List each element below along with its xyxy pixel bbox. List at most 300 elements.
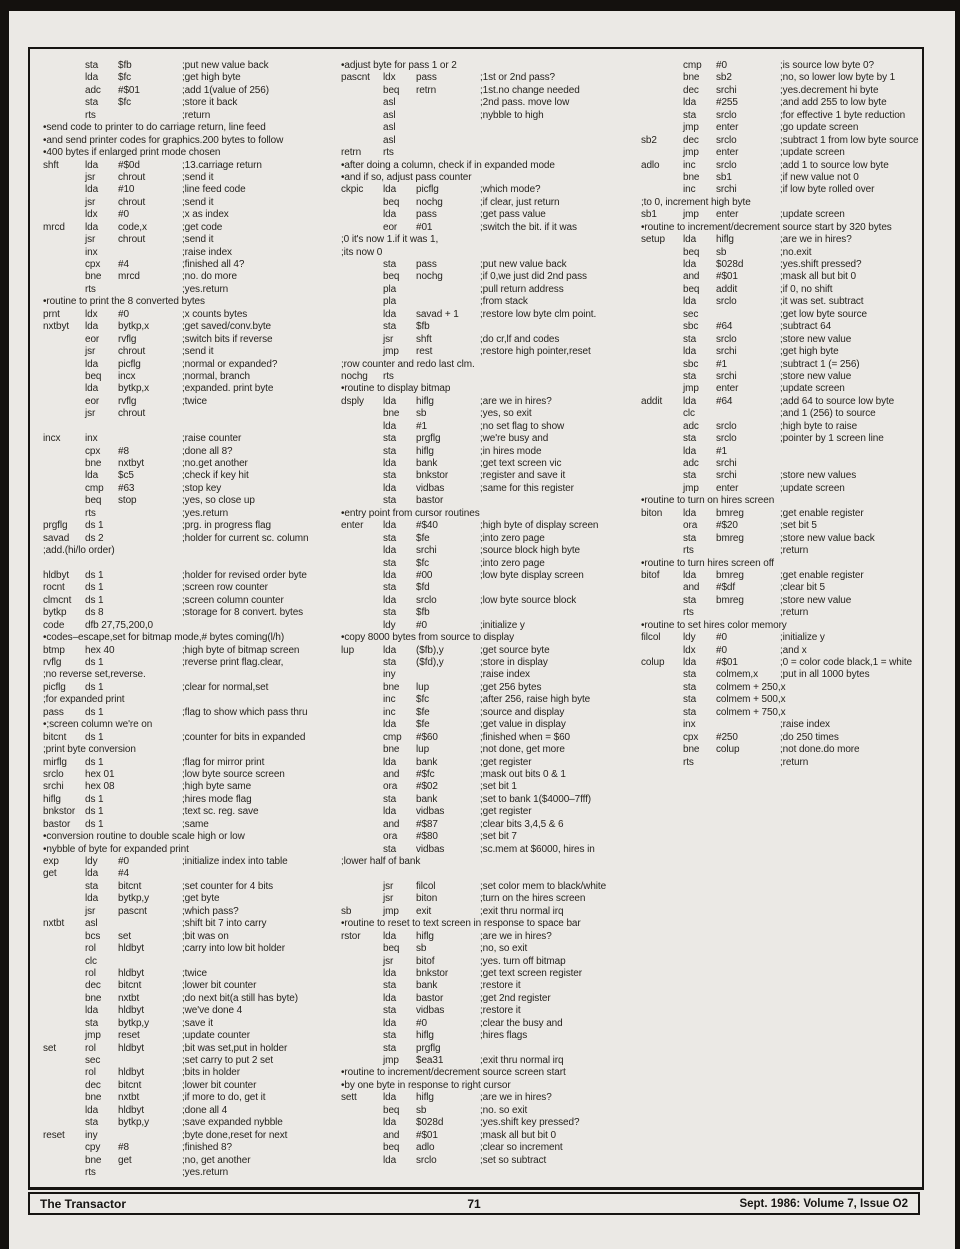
code-line bbox=[341, 831, 637, 843]
code-opcode: jsr bbox=[85, 905, 96, 917]
code-comment: ;return bbox=[182, 109, 211, 121]
code-comment: ;subtract 64 bbox=[780, 321, 832, 333]
code-line bbox=[641, 309, 919, 321]
code-comment: ;sc.mem at $6000, hires in bbox=[480, 843, 595, 855]
code-label bbox=[341, 110, 383, 122]
code-opcode: lda bbox=[383, 395, 397, 407]
code-label bbox=[43, 483, 85, 495]
code-operand: srclo bbox=[416, 1154, 437, 1166]
code-label bbox=[341, 433, 383, 445]
code-line bbox=[341, 980, 637, 992]
code-label bbox=[43, 97, 85, 109]
code-opcode: ldy bbox=[85, 856, 98, 867]
code-label bbox=[641, 110, 683, 122]
code-opcode: sta bbox=[683, 594, 697, 606]
code-operand: #$87 bbox=[416, 818, 438, 830]
code-comment: ;reverse print flag.clear, bbox=[182, 657, 284, 668]
code-label bbox=[341, 209, 383, 221]
code-label bbox=[341, 85, 383, 97]
code-line bbox=[341, 657, 637, 669]
code-label bbox=[341, 533, 383, 545]
code-comment: ;mask all but bit 0 bbox=[780, 271, 856, 283]
code-comment: ;flag to show which pass thru bbox=[182, 706, 308, 718]
code-label bbox=[43, 968, 85, 980]
code-operand: #$60 bbox=[416, 731, 438, 743]
code-operand: exit bbox=[416, 905, 432, 917]
code-label bbox=[641, 520, 683, 532]
code-line bbox=[43, 533, 337, 545]
code-label bbox=[43, 247, 85, 259]
comment-line: ;no reverse set,reverse. bbox=[43, 669, 146, 681]
code-opcode: cpx bbox=[85, 259, 101, 270]
code-label bbox=[341, 956, 383, 968]
code-opcode: jmp bbox=[683, 209, 699, 221]
code-label bbox=[43, 956, 85, 968]
code-operand: hiflg bbox=[416, 445, 434, 457]
code-operand: srchi bbox=[716, 346, 737, 358]
comment-line: ;to 0, increment high byte bbox=[641, 196, 751, 208]
code-line bbox=[341, 1018, 637, 1030]
code-opcode: dec bbox=[85, 1079, 101, 1091]
comment-line: ;0 it's now 1.if it was 1, bbox=[341, 234, 439, 246]
code-opcode: rts bbox=[85, 507, 96, 519]
code-label bbox=[341, 1142, 383, 1154]
code-label bbox=[341, 881, 383, 893]
code-comment: ;source and display bbox=[480, 706, 565, 718]
blank-line bbox=[43, 421, 337, 433]
code-label bbox=[43, 197, 85, 209]
code-line bbox=[641, 334, 919, 346]
code-line bbox=[43, 906, 337, 918]
code-label bbox=[43, 1018, 85, 1030]
code-comment: ;high byte same bbox=[182, 781, 252, 793]
code-opcode: jmp bbox=[683, 147, 699, 159]
code-listing-frame bbox=[28, 47, 924, 1190]
code-label bbox=[641, 85, 683, 97]
code-label: ckpic bbox=[341, 184, 364, 196]
code-line bbox=[641, 508, 919, 520]
code-operand: #$df bbox=[716, 582, 736, 594]
code-opcode: inc bbox=[383, 706, 396, 718]
code-comment: ;get high byte bbox=[182, 72, 241, 84]
code-opcode: adc bbox=[683, 420, 699, 432]
code-opcode: lda bbox=[683, 507, 697, 519]
code-label: sb2 bbox=[641, 134, 657, 146]
code-line bbox=[341, 458, 637, 470]
code-comment: ;get enable register bbox=[780, 569, 864, 581]
code-line bbox=[641, 632, 919, 644]
code-label bbox=[641, 346, 683, 358]
code-opcode: bne bbox=[383, 408, 400, 420]
page-footer bbox=[28, 1192, 920, 1215]
code-comment: ;get register bbox=[480, 806, 532, 818]
code-line bbox=[341, 197, 637, 209]
code-label bbox=[341, 831, 383, 843]
code-opcode: lda bbox=[683, 346, 697, 358]
code-label bbox=[641, 682, 683, 694]
code-label bbox=[641, 582, 683, 594]
code-line bbox=[641, 645, 919, 657]
code-line bbox=[341, 906, 637, 918]
code-comment: ;set counter for 4 bits bbox=[182, 880, 274, 892]
code-operand: colmem + 250,x bbox=[716, 681, 786, 693]
code-line bbox=[341, 284, 637, 296]
code-line bbox=[341, 1005, 637, 1017]
code-operand: shft bbox=[416, 333, 432, 345]
code-operand: lup bbox=[416, 681, 430, 693]
code-comment: ;send it bbox=[182, 234, 214, 246]
code-opcode: hex 40 bbox=[85, 644, 115, 656]
code-comment: ;restore it bbox=[480, 980, 521, 992]
code-operand: sb bbox=[416, 1104, 427, 1116]
code-label bbox=[43, 1055, 85, 1067]
code-comment: ;store it back bbox=[182, 97, 238, 109]
code-comment: ;flag for mirror print bbox=[182, 756, 265, 768]
code-line bbox=[341, 321, 637, 333]
code-opcode: bne bbox=[85, 992, 102, 1004]
code-line bbox=[341, 707, 637, 719]
code-line bbox=[43, 980, 337, 992]
code-operand bbox=[118, 533, 182, 545]
code-comment: ;finished all 4? bbox=[182, 259, 245, 270]
code-comment: ;if 0,we just did 2nd pass bbox=[480, 271, 587, 283]
code-operand: enter bbox=[716, 147, 739, 159]
code-operand: bytkp,y bbox=[118, 1117, 149, 1129]
code-opcode: sta bbox=[383, 793, 397, 805]
code-label: colup bbox=[641, 657, 665, 668]
code-line bbox=[341, 1105, 637, 1117]
code-operand bbox=[118, 732, 182, 744]
code-line bbox=[43, 1067, 337, 1079]
code-opcode: jsr bbox=[85, 346, 96, 358]
code-comment: ;raise index bbox=[780, 719, 830, 731]
code-comment: ;prg. in progress flag bbox=[182, 520, 271, 532]
code-opcode: lda bbox=[683, 259, 697, 270]
code-comment: ;it was set. subtract bbox=[780, 296, 864, 308]
comment-line: •entry point from cursor routines bbox=[341, 507, 480, 519]
code-opcode: ldx bbox=[85, 209, 98, 221]
code-operand: rvflg bbox=[118, 395, 137, 407]
code-label bbox=[341, 1130, 383, 1142]
code-opcode: ds 1 bbox=[85, 706, 104, 718]
code-opcode: beq bbox=[383, 943, 400, 955]
code-opcode: bne bbox=[683, 72, 700, 84]
code-comment: ;yes, so close up bbox=[182, 495, 255, 507]
code-line bbox=[43, 247, 337, 259]
comment-line: •routine to turn hires screen off bbox=[641, 557, 774, 569]
code-operand: #00 bbox=[416, 569, 433, 581]
code-opcode: lda bbox=[383, 569, 397, 581]
blank-line bbox=[341, 868, 637, 880]
code-comment: ;pull return address bbox=[480, 283, 564, 295]
code-opcode: jmp bbox=[683, 122, 699, 134]
code-comment: ;get text screen vic bbox=[480, 458, 562, 469]
code-label bbox=[43, 495, 85, 507]
code-line bbox=[43, 931, 337, 943]
code-label bbox=[43, 1005, 85, 1017]
code-label bbox=[341, 595, 383, 607]
code-opcode: and bbox=[383, 768, 400, 780]
code-label: sb1 bbox=[641, 209, 657, 221]
comment-line: •conversion routine to double scale high or low bbox=[43, 831, 245, 843]
code-opcode: sta bbox=[683, 470, 697, 482]
comment-line: ;row counter and redo last clm. bbox=[341, 358, 475, 370]
code-comment: ;high byte to raise bbox=[780, 420, 858, 432]
code-line bbox=[43, 607, 337, 619]
code-opcode: beq bbox=[383, 1104, 400, 1116]
code-label bbox=[641, 371, 683, 383]
code-comment: ;get value in display bbox=[480, 719, 566, 731]
code-operand: #8 bbox=[118, 445, 129, 457]
code-opcode: bne bbox=[683, 171, 700, 183]
code-operand bbox=[118, 682, 182, 694]
code-comment: ;shift bit 7 into carry bbox=[182, 918, 267, 930]
code-operand: bank bbox=[416, 793, 438, 805]
code-operand: #$01 bbox=[716, 271, 738, 283]
code-line bbox=[641, 707, 919, 719]
comment-line: •routine to display bitmap bbox=[341, 383, 451, 395]
code-opcode: beq bbox=[683, 283, 700, 295]
code-operand bbox=[416, 284, 480, 296]
code-comment: ;check if key hit bbox=[182, 470, 249, 482]
code-comment: ;switch the bit. if it was bbox=[480, 221, 577, 233]
code-operand: #0 bbox=[118, 308, 129, 320]
code-operand: enter bbox=[716, 482, 739, 494]
code-label bbox=[641, 433, 683, 445]
code-opcode: ldy bbox=[383, 619, 396, 631]
code-operand bbox=[118, 582, 182, 594]
code-opcode: bcs bbox=[85, 930, 101, 942]
code-operand: bytkp,y bbox=[118, 1017, 149, 1029]
code-comment: ;yes.return bbox=[182, 1166, 229, 1178]
code-operand bbox=[118, 918, 182, 930]
code-line bbox=[341, 209, 637, 221]
code-line bbox=[43, 707, 337, 719]
code-opcode: rts bbox=[85, 1166, 96, 1178]
code-operand: bitof bbox=[416, 955, 435, 967]
code-opcode: asl bbox=[85, 918, 98, 930]
code-operand bbox=[118, 707, 182, 719]
code-line bbox=[641, 433, 919, 445]
code-label bbox=[43, 72, 85, 84]
code-operand: ($fb),y bbox=[416, 644, 444, 656]
comment-line: •;screen column we're on bbox=[43, 719, 153, 731]
code-label: clmcnt bbox=[43, 594, 72, 606]
code-label bbox=[43, 980, 85, 992]
code-comment: ;set so subtract bbox=[480, 1154, 547, 1166]
code-operand: $fc bbox=[416, 557, 430, 569]
code-opcode: bne bbox=[383, 681, 400, 693]
code-opcode: lda bbox=[683, 657, 697, 668]
code-line bbox=[641, 732, 919, 744]
code-label bbox=[641, 707, 683, 719]
code-opcode: lda bbox=[85, 358, 99, 370]
code-operand: bnkstor bbox=[416, 470, 449, 482]
code-line bbox=[43, 97, 337, 109]
code-line bbox=[341, 669, 637, 681]
code-opcode: adc bbox=[85, 84, 101, 96]
code-label bbox=[341, 309, 383, 321]
code-comment: ;do cr,lf and codes bbox=[480, 333, 560, 345]
code-label bbox=[341, 1018, 383, 1030]
code-comment: ;exit thru normal irq bbox=[480, 905, 564, 917]
code-comment: ;restore high pointer,reset bbox=[480, 346, 591, 358]
code-comment: ;initialize y bbox=[780, 632, 825, 644]
code-label bbox=[43, 1030, 85, 1042]
code-operand: colmem + 500,x bbox=[716, 694, 786, 706]
code-line bbox=[43, 222, 337, 234]
code-operand: #$20 bbox=[716, 520, 738, 532]
code-comment: ;get low byte source bbox=[780, 308, 867, 320]
code-opcode: eor bbox=[383, 221, 398, 233]
code-opcode: sta bbox=[85, 880, 99, 892]
code-label: bitof bbox=[641, 569, 660, 581]
code-label bbox=[341, 97, 383, 109]
code-operand: #4 bbox=[118, 259, 129, 270]
code-line bbox=[341, 1030, 637, 1042]
code-comment: ;same for this register bbox=[480, 482, 574, 494]
code-label: biton bbox=[641, 507, 663, 519]
code-opcode: lda bbox=[85, 184, 99, 196]
code-label bbox=[341, 1117, 383, 1129]
code-comment: ;set carry to put 2 set bbox=[182, 1055, 274, 1066]
code-opcode: sta bbox=[683, 694, 697, 706]
comment-line: ;add.(hi/lo order) bbox=[43, 545, 115, 557]
code-line bbox=[43, 1043, 337, 1055]
code-operand: rvflg bbox=[118, 333, 137, 345]
code-opcode: jmp bbox=[383, 1055, 399, 1066]
code-line bbox=[43, 1142, 337, 1154]
code-operand: srchi bbox=[716, 458, 737, 469]
code-line bbox=[341, 570, 637, 582]
code-comment: ;yes.decrement hi byte bbox=[780, 84, 879, 96]
comment-line: •routine to print the 8 converted bytes bbox=[43, 296, 205, 308]
code-opcode: dec bbox=[85, 980, 101, 992]
code-comment: ;screen row counter bbox=[182, 582, 268, 594]
code-opcode: lda bbox=[85, 221, 99, 233]
code-line bbox=[43, 1080, 337, 1092]
code-operand bbox=[716, 719, 780, 731]
code-operand bbox=[416, 97, 480, 109]
code-opcode: beq bbox=[383, 271, 400, 283]
code-comment: ;bit was set,put in holder bbox=[182, 1042, 288, 1054]
code-operand: $fe bbox=[416, 532, 430, 544]
code-label bbox=[341, 1005, 383, 1017]
code-column-middle bbox=[341, 60, 637, 1167]
code-comment: ;initialize index into table bbox=[182, 856, 288, 867]
code-label bbox=[341, 806, 383, 818]
code-operand: chrout bbox=[118, 196, 146, 208]
code-operand: pascnt bbox=[118, 905, 147, 917]
code-comment: ;after 256, raise high byte bbox=[480, 694, 591, 706]
code-operand: biton bbox=[416, 893, 438, 905]
code-line bbox=[43, 819, 337, 831]
code-label: pascnt bbox=[341, 72, 370, 84]
code-opcode: jmp bbox=[383, 905, 399, 917]
code-line bbox=[341, 147, 637, 159]
code-opcode: lda bbox=[683, 234, 697, 246]
code-opcode: ora bbox=[383, 781, 398, 793]
code-label: reset bbox=[43, 1129, 65, 1141]
code-comment: ;get saved/conv.byte bbox=[182, 321, 271, 333]
code-operand: vidbas bbox=[416, 1005, 445, 1017]
code-line bbox=[641, 110, 919, 122]
code-opcode: sta bbox=[383, 1005, 397, 1017]
code-operand: srchi bbox=[416, 545, 437, 557]
code-label bbox=[341, 421, 383, 433]
code-label bbox=[43, 271, 85, 283]
comment-line: •routine to increment/decrement source screen start bbox=[341, 1067, 566, 1079]
code-line bbox=[341, 744, 637, 756]
code-operand: enter bbox=[716, 209, 739, 221]
code-operand bbox=[118, 769, 182, 781]
code-opcode: inx bbox=[85, 246, 98, 258]
code-opcode: inc bbox=[683, 159, 696, 171]
code-line bbox=[641, 234, 919, 246]
code-label bbox=[43, 259, 85, 271]
code-operand: #0 bbox=[416, 1017, 427, 1029]
code-operand: #64 bbox=[716, 321, 733, 333]
code-line bbox=[43, 757, 337, 769]
code-operand: $fe bbox=[416, 719, 430, 731]
code-line bbox=[43, 856, 337, 868]
code-line bbox=[341, 806, 637, 818]
code-operand bbox=[118, 595, 182, 607]
code-comment: ;get text screen register bbox=[480, 967, 582, 979]
code-label bbox=[341, 582, 383, 594]
code-label bbox=[641, 470, 683, 482]
code-opcode: sta bbox=[683, 109, 697, 121]
code-label bbox=[341, 197, 383, 209]
code-comment: ;subtract 1 (= 256) bbox=[780, 358, 860, 370]
code-operand: nxtbt bbox=[118, 1092, 140, 1104]
code-line bbox=[641, 570, 919, 582]
code-label bbox=[43, 346, 85, 358]
code-comment: ;yes, so exit bbox=[480, 408, 532, 420]
code-opcode: sta bbox=[683, 433, 697, 445]
code-operand: #10 bbox=[118, 184, 135, 196]
comment-line: •and if so, adjust pass counter bbox=[341, 171, 472, 183]
code-line bbox=[43, 197, 337, 209]
code-operand: $028d bbox=[716, 259, 744, 270]
code-opcode: sta bbox=[683, 532, 697, 544]
code-operand bbox=[716, 545, 780, 557]
code-operand: bank bbox=[416, 756, 438, 768]
code-operand: hiflg bbox=[416, 1030, 434, 1042]
code-comment: ;stop key bbox=[182, 482, 222, 494]
code-line bbox=[43, 769, 337, 781]
code-opcode: lda bbox=[383, 1117, 397, 1129]
code-label bbox=[341, 620, 383, 632]
code-label bbox=[43, 408, 85, 420]
code-operand: sb bbox=[416, 943, 427, 955]
comment-line: •routine to turn on hires screen bbox=[641, 495, 775, 507]
code-comment: ;store new value bbox=[780, 333, 852, 345]
code-comment: ;expanded. print byte bbox=[182, 383, 274, 395]
code-line bbox=[641, 545, 919, 557]
code-opcode: sta bbox=[383, 843, 397, 855]
code-comment: ;from stack bbox=[480, 296, 528, 308]
code-operand: adlo bbox=[416, 1142, 435, 1154]
code-opcode: sec bbox=[683, 308, 699, 320]
code-opcode: inx bbox=[683, 719, 696, 731]
code-operand: srclo bbox=[716, 109, 737, 121]
code-opcode: lda bbox=[383, 458, 397, 469]
code-opcode: ora bbox=[683, 520, 698, 532]
code-line bbox=[43, 334, 337, 346]
code-operand: #$80 bbox=[416, 831, 438, 843]
code-comment: ;update screen bbox=[780, 209, 845, 221]
